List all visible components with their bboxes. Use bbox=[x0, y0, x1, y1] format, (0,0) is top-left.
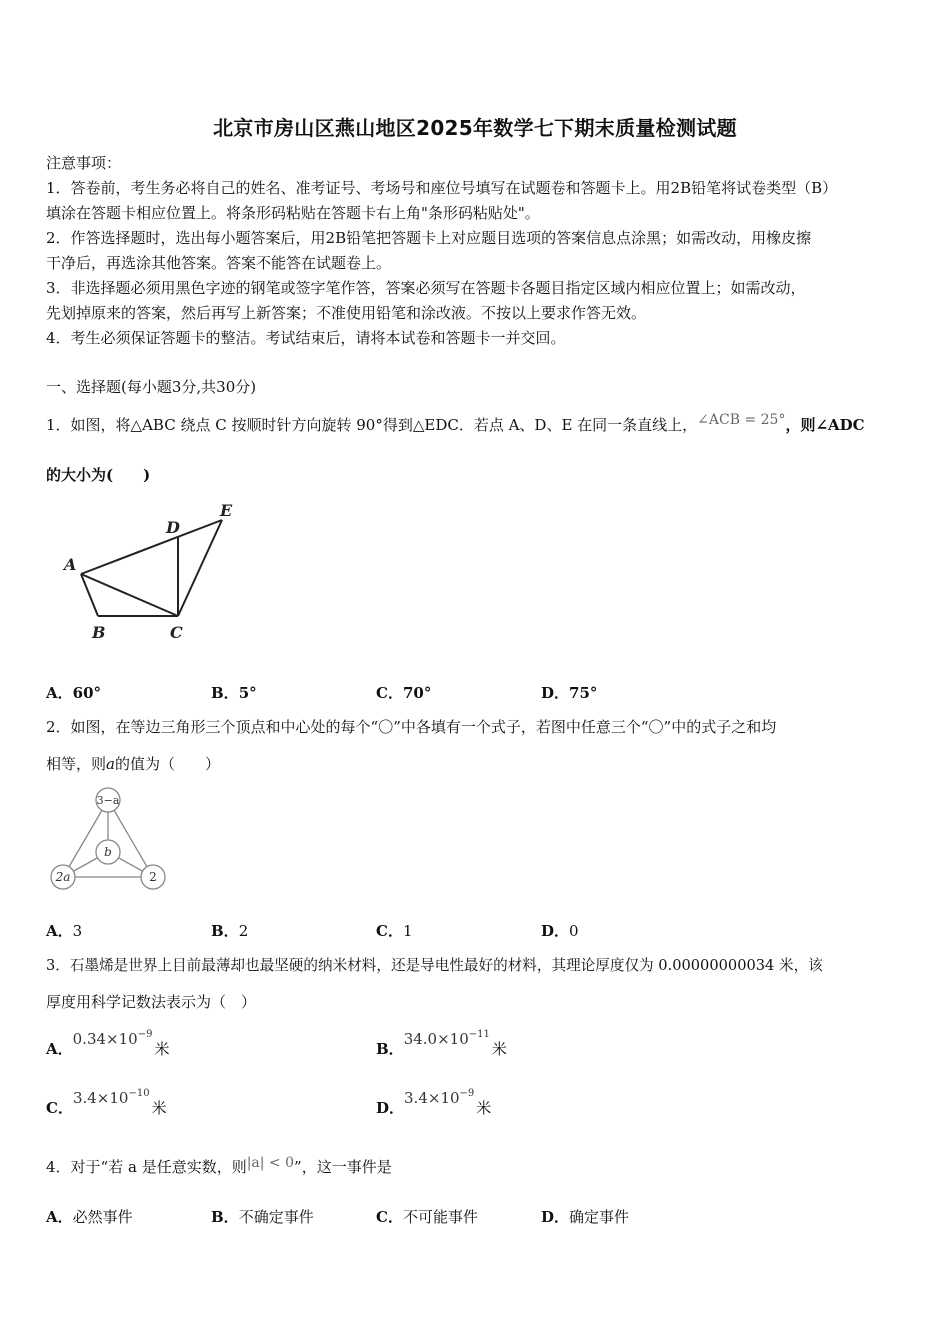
triangle-edge bbox=[63, 800, 108, 877]
q2-text-b: 相等，则 bbox=[46, 755, 107, 773]
q2-figure bbox=[46, 786, 172, 896]
point-label-e: E bbox=[220, 501, 233, 520]
point-label-b: B bbox=[92, 623, 106, 642]
notice-line: 填涂在答题卡相应位置上。将条形码粘贴在答题卡右上角"条形码粘贴处"。 bbox=[46, 204, 540, 222]
q4-option-b[interactable]: B．不确定事件 bbox=[211, 1208, 314, 1226]
q4-option-c[interactable]: C．不可能事件 bbox=[376, 1208, 478, 1226]
left-circle-label: 2a bbox=[55, 870, 71, 884]
q1-text bbox=[46, 414, 865, 435]
right-circle-label: 2 bbox=[149, 870, 157, 884]
q3-option-c[interactable]: C．$3.4\times 10^{-10}$米 bbox=[46, 1088, 167, 1117]
q1-text-b: ，则∠ADC bbox=[785, 416, 865, 434]
notice-line: 干净后，再选涂其他答案。答案不能答在试题卷上。 bbox=[46, 254, 392, 272]
q3-option-b[interactable]: B．$34.0\times 10^{-11}$米 bbox=[376, 1029, 507, 1058]
notice-line: 3．非选择题必须用黑色字迹的钢笔或签字笔作答，答案必须写在答题卡各题目指定区域内相应位置上；如需改动， bbox=[46, 279, 806, 297]
point-label-a: A bbox=[64, 555, 77, 574]
q1-figure bbox=[56, 498, 256, 648]
q3-option-d[interactable]: D．$3.4\times 10^{-9}$米 bbox=[376, 1088, 492, 1117]
q2-text-c: 的值为（ ） bbox=[114, 755, 220, 773]
q4-text bbox=[46, 1156, 392, 1177]
q3-text-b: 厚度用科学记数法表示为（ ） bbox=[46, 993, 257, 1011]
q4-option-a[interactable]: A．必然事件 bbox=[46, 1208, 133, 1226]
top-circle-label: 3−a bbox=[96, 794, 120, 807]
q2-option-c[interactable]: C．1 bbox=[376, 922, 413, 940]
triangle-edge bbox=[108, 800, 153, 877]
q2-variable: a bbox=[106, 755, 115, 773]
q1-text-c: 的大小为( ) bbox=[46, 466, 151, 484]
q2-option-d[interactable]: D．0 bbox=[541, 922, 579, 940]
q1-angle-formula: ∠ACB = 25° bbox=[697, 412, 786, 428]
notice-line: 2．作答选择题时，选出每小题答案后，用2B铅笔把答题卡上对应题目选项的答案信息点涂黑；如需改动，用橡皮擦 bbox=[46, 229, 812, 247]
q1-option-d[interactable]: D．75° bbox=[541, 684, 598, 702]
q2-option-a[interactable]: A．3 bbox=[46, 922, 83, 940]
q2-text-a: 2．如图，在等边三角形三个顶点和中心处的每个“〇”中各填有一个式子，若图中任意三个“〇”中的式子之和均 bbox=[46, 718, 777, 736]
q4-text-b: ”，这一事件是 bbox=[294, 1158, 392, 1176]
q4-text-a: 4．对于“若 a 是任意实数，则 bbox=[46, 1158, 247, 1176]
q4-inequality: |a| < 0 bbox=[246, 1155, 295, 1171]
notice-heading: 注意事项： bbox=[46, 154, 122, 172]
q1-text-a: 1．如图，将△ABC 绕点 C 按顺时针方向旋转 90°得到△EDC．若点 A、D、E 在同一条直线上， bbox=[46, 416, 698, 434]
point-label-c: C bbox=[170, 623, 183, 642]
q1-option-b[interactable]: B．5° bbox=[211, 684, 257, 702]
center-circle-label: b bbox=[104, 845, 112, 859]
q3-text-a: 3．石墨烯是世界上目前最薄却也最坚硬的纳米材料，还是导电性最好的材料，其理论厚度仅为 0.00000000034 米，该 bbox=[46, 957, 823, 974]
q1-option-c[interactable]: C．70° bbox=[376, 684, 432, 702]
q3-option-a[interactable]: A．$0.34\times 10^{-9}$米 bbox=[46, 1029, 170, 1058]
q4-option-d[interactable]: D．确定事件 bbox=[541, 1208, 630, 1226]
notice-line: 4．考生必须保证答题卡的整洁。考试结束后，请将本试卷和答题卡一并交回。 bbox=[46, 329, 566, 347]
q2-text-line2 bbox=[46, 753, 220, 774]
notice-line: 先划掉原来的答案，然后再写上新答案；不准使用铅笔和涂改液。不按以上要求作答无效。 bbox=[46, 304, 647, 322]
q2-option-b[interactable]: B．2 bbox=[211, 922, 249, 940]
page-title: 北京市房山区燕山地区2025年数学七下期末质量检测试题 bbox=[213, 116, 737, 140]
point-label-d: D bbox=[166, 518, 180, 537]
q1-option-a[interactable]: A．60° bbox=[46, 684, 102, 702]
section-heading: 一、选择题(每小题3分,共30分) bbox=[46, 378, 257, 396]
notice-line: 1．答卷前，考生务必将自己的姓名、准考证号、考场号和座位号填写在试题卷和答题卡上。用2B铅笔将试卷类型（B） bbox=[46, 179, 838, 197]
